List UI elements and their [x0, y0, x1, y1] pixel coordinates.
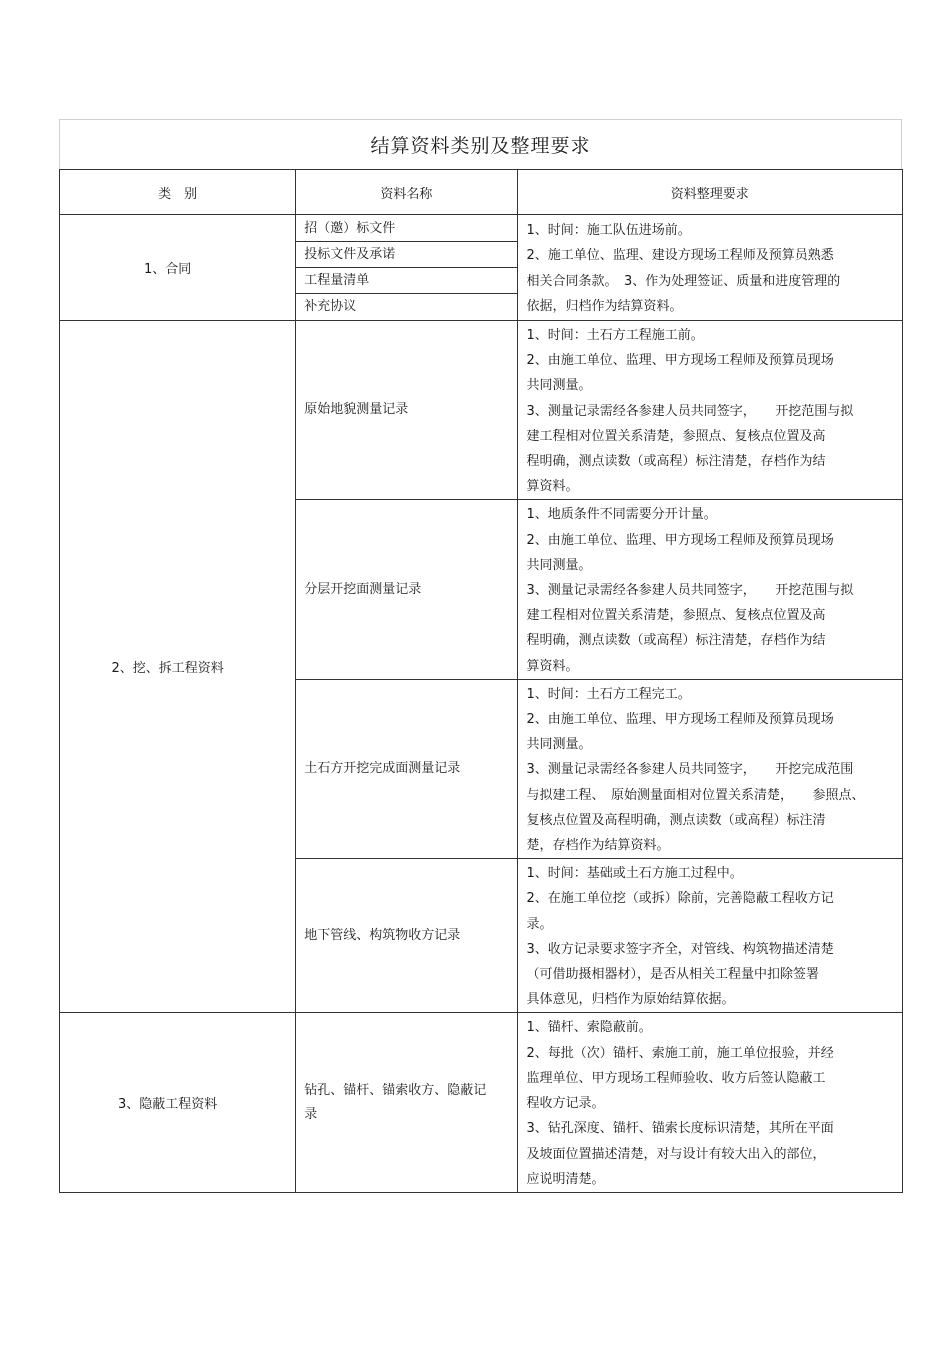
table-row — [60, 1013, 903, 1192]
requirement-line: 3、测量记录需经各参建人员共同签字， 开挖范围与拟 — [526, 583, 854, 599]
requirement-line: 建工程相对位置关系清楚，参照点、复核点位置及高 — [526, 608, 826, 624]
document — [59, 119, 902, 1193]
requirement-line: （可借助摄相器材），是否从相关工程量中扣除签署 — [526, 967, 820, 983]
requirement-line: 相关合同条款。 3、作为处理签证、质量和进度管理的 — [526, 273, 841, 289]
requirement-line: 共同测量。 — [526, 378, 592, 394]
header-row — [60, 170, 903, 215]
document-name: 招（邀）标文件 — [296, 216, 516, 242]
table-row — [60, 321, 903, 500]
document-name: 投标文件及承诺 — [296, 242, 516, 268]
page-title: 结算资料类别及整理要求 — [59, 119, 902, 169]
requirement-line: 3、收方记录要求签字齐全，对管线、构筑物描述清楚 — [526, 941, 834, 957]
requirement-cell — [517, 679, 902, 858]
document-name: 工程量清单 — [296, 268, 516, 294]
category-cell: 2、挖、拆工程资料 — [60, 321, 296, 1013]
requirement-line: 2、施工单位、监理、建设方现场工程师及预算员熟悉 — [526, 248, 834, 264]
requirement-line: 与拟建工程、 原始测量面相对位置关系清楚， 参照点、 — [526, 787, 865, 803]
requirement-cell — [517, 321, 902, 500]
header-requirements: 资料整理要求 — [517, 170, 902, 215]
requirement-line: 1、时间：土石方工程施工前。 — [526, 328, 704, 343]
requirement-line: 2、由施工单位、监理、甲方现场工程师及预算员现场 — [526, 532, 834, 548]
requirement-line: 共同测量。 — [526, 737, 592, 753]
requirement-line: 及坡面位置描述清楚，对与设计有较大出入的部位， — [526, 1146, 826, 1162]
document-name: 原始地貌测量记录 — [296, 321, 517, 500]
requirement-line: 3、测量记录需经各参建人员共同签字， 开挖范围与拟 — [526, 403, 854, 419]
requirement-line: 1、时间：施工队伍进场前。 — [526, 223, 691, 239]
requirement-line: 2、在施工单位挖（或拆）除前，完善隐蔽工程收方记 — [526, 891, 834, 907]
requirement-line: 3、测量记录需经各参建人员共同签字， 开挖完成范围 — [526, 762, 854, 778]
document-name: 分层开挖面测量记录 — [296, 500, 517, 679]
requirement-line: 录。 — [526, 916, 553, 932]
requirement-line: 楚，存档作为结算资料。 — [526, 838, 670, 854]
document-name: 补充协议 — [304, 299, 357, 314]
requirement-cell — [517, 859, 902, 1013]
requirement-line: 监理单位、甲方现场工程师验收、收方后签认隐蔽工 — [526, 1070, 826, 1086]
requirement-line: 共同测量。 — [526, 557, 592, 573]
requirement-line: 程明确，测点读数（或高程）标注清楚，存档作为结 — [526, 633, 826, 649]
requirement-line: 1、时间：基础或土石方施工过程中。 — [526, 866, 743, 882]
requirement-line: 1、时间：土石方工程完工。 — [526, 686, 691, 702]
requirement-line: 算资料。 — [526, 479, 579, 495]
requirement-cell — [517, 215, 902, 321]
document-name: 土石方开挖完成面测量记录 — [296, 679, 517, 858]
category-cell: 3、隐蔽工程资料 — [60, 1013, 296, 1192]
requirement-line: 2、每批（次）锚杆、索施工前，施工单位报验，并经 — [526, 1045, 834, 1061]
requirement-cell — [517, 500, 902, 679]
requirement-cell — [517, 1013, 902, 1192]
requirement-line: 具体意见，归档作为原始结算依据。 — [526, 992, 735, 1008]
requirement-line: 2、由施工单位、监理、甲方现场工程师及预算员现场 — [526, 353, 834, 369]
category-cell: 1、合同 — [60, 215, 296, 321]
requirement-line: 依据，归档作为结算资料。 — [526, 298, 683, 314]
requirement-line: 2、由施工单位、监理、甲方现场工程师及预算员现场 — [526, 712, 834, 728]
requirement-line: 建工程相对位置关系清楚，参照点、复核点位置及高 — [526, 428, 826, 444]
requirement-line: 复核点位置及高程明确，测点读数（或高程）标注清 — [526, 812, 826, 828]
requirement-line: 程收方记录。 — [526, 1096, 605, 1112]
document-name: 地下管线、构筑物收方记录 — [296, 859, 517, 1013]
requirement-line: 应说明清楚。 — [526, 1171, 605, 1187]
requirement-line: 算资料。 — [526, 658, 579, 674]
header-category: 类 别 — [60, 170, 296, 215]
table-row — [60, 215, 903, 321]
requirement-line: 1、地质条件不同需要分开计量。 — [526, 507, 717, 523]
name-cell — [296, 215, 517, 321]
requirement-line: 程明确，测点读数（或高程）标注清楚，存档作为结 — [526, 454, 826, 470]
requirement-line: 1、锚杆、索隐蔽前。 — [526, 1020, 652, 1036]
requirement-line: 3、钻孔深度、锚杆、锚索长度标识清楚，其所在平面 — [526, 1121, 834, 1137]
document-name: 钻孔、锚杆、锚索收方、隐蔽记录 — [296, 1013, 517, 1192]
header-name: 资料名称 — [296, 170, 517, 215]
requirements-table — [59, 169, 903, 1193]
